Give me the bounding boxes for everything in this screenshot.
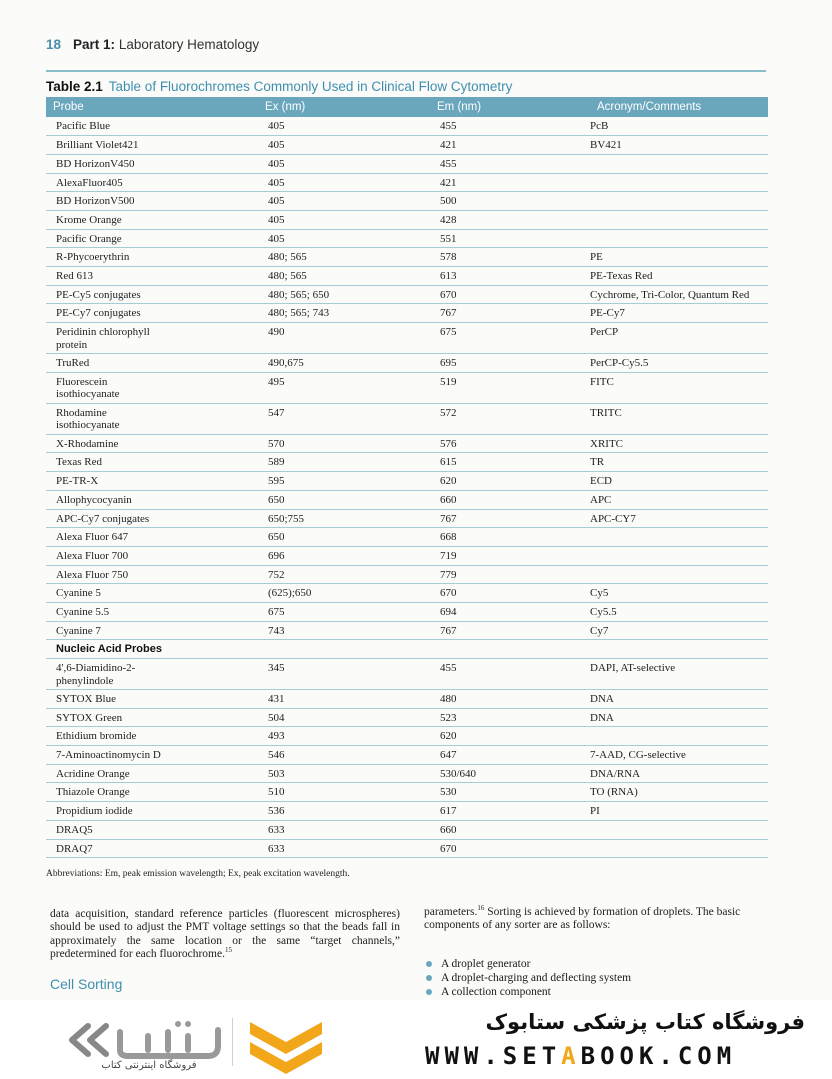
cell-ex: 633: [258, 820, 430, 839]
cell-em: 530/640: [430, 764, 590, 783]
cell-ex: 536: [258, 802, 430, 821]
logo-divider: [232, 1018, 233, 1066]
cell-em: 660: [430, 490, 590, 509]
probe-name-line2: isothiocyanate: [56, 388, 120, 401]
cell-ex: 595: [258, 472, 430, 491]
probe-name: 4',6-Diamidino-2-: [56, 662, 136, 674]
cell-probe: [46, 727, 258, 746]
cell-probe: [46, 528, 258, 547]
table-row: [46, 472, 768, 491]
cell-ex: 503: [258, 764, 430, 783]
table-row: [46, 453, 768, 472]
cell-ex: 405: [258, 154, 430, 173]
cell-probe: [46, 509, 258, 528]
cell-em: 455: [430, 154, 590, 173]
probe-name: Alexa Fluor 750: [56, 568, 129, 581]
probe-name: PE-Cy5 conjugates: [56, 288, 141, 301]
cell-ex: 480; 565; 650: [258, 285, 430, 304]
cell-em: 694: [430, 602, 590, 621]
probe-name-line2: isothiocyanate: [56, 419, 120, 432]
cell-probe: [46, 192, 258, 211]
cell-probe: [46, 764, 258, 783]
table-row: [46, 354, 768, 373]
cell-probe: [46, 708, 258, 727]
table-row: [46, 764, 768, 783]
table-row: [46, 173, 768, 192]
cell-em: 551: [430, 229, 590, 248]
cell-comments: [590, 210, 768, 229]
probe-name: 7-Aminoactinomycin D: [56, 749, 161, 762]
cell-em: 779: [430, 565, 590, 584]
cell-comments: Cy5: [590, 584, 768, 603]
cell-comments: TRITC: [590, 403, 768, 434]
cell-em: 670: [430, 839, 590, 858]
probe-name: BD HorizonV500: [56, 195, 135, 208]
cell-ex: 752: [258, 565, 430, 584]
table-row: [46, 192, 768, 211]
cell-ex: 405: [258, 173, 430, 192]
cell-comments: [590, 727, 768, 746]
url-part: OOK.COM: [600, 1042, 737, 1070]
cell-comments: PE: [590, 248, 768, 267]
cell-ex: (625);650: [258, 584, 430, 603]
table-row: [46, 267, 768, 286]
probe-name: PE-TR-X: [56, 475, 99, 488]
table-header-row: [46, 97, 768, 117]
cell-probe: [46, 690, 258, 709]
cell-ex: 650;755: [258, 509, 430, 528]
cell-probe: [46, 621, 258, 640]
probe-name: Fluorescein: [56, 375, 108, 388]
cell-em: 613: [430, 267, 590, 286]
probe-name-line2: protein: [56, 338, 88, 351]
cell-em: 421: [430, 136, 590, 155]
cell-em: 455: [430, 659, 590, 690]
cell-ex: 570: [258, 434, 430, 453]
cell-em: 617: [430, 802, 590, 821]
cell-em: 767: [430, 304, 590, 323]
cell-em: 421: [430, 173, 590, 192]
cell-probe: [46, 248, 258, 267]
cell-em: 620: [430, 727, 590, 746]
probe-name: Allophycocyanin: [56, 493, 132, 506]
probe-name: Red 613: [56, 270, 93, 282]
cell-ex: 633: [258, 839, 430, 858]
table-row: [46, 839, 768, 858]
column-header-probe: Probe: [46, 97, 258, 117]
cell-probe: [46, 136, 258, 155]
cell-comments: [590, 839, 768, 858]
probe-name: TruRed: [56, 357, 90, 370]
cell-em: 660: [430, 820, 590, 839]
cell-ex: 405: [258, 229, 430, 248]
reference-marker: 15: [224, 946, 232, 955]
probe-name: R-Phycoerythrin: [56, 251, 130, 264]
cell-probe: [46, 285, 258, 304]
probe-name: APC-Cy7 conjugates: [56, 512, 150, 525]
cell-em: 670: [430, 285, 590, 304]
cell-probe: [46, 565, 258, 584]
probe-name: Alexa Fluor 647: [56, 531, 129, 544]
cell-ex: 405: [258, 117, 430, 136]
probe-name: X-Rhodamine: [56, 437, 119, 450]
cell-comments: Cy7: [590, 621, 768, 640]
table-row: [46, 602, 768, 621]
table-section-row: [46, 640, 768, 659]
cell-em: 500: [430, 192, 590, 211]
cell-ex: 480; 565; 743: [258, 304, 430, 323]
cell-em: 572: [430, 403, 590, 434]
probe-name: Texas Red: [56, 456, 102, 469]
body-paragraph-left: [50, 908, 400, 961]
cell-comments: APC: [590, 490, 768, 509]
cell-comments: [590, 229, 768, 248]
running-head: [46, 37, 259, 52]
cell-probe: [46, 434, 258, 453]
cell-em: 519: [430, 372, 590, 403]
body-paragraph-right: [424, 906, 774, 933]
cell-comments: [590, 565, 768, 584]
table-number: Table 2.1: [46, 79, 103, 94]
cell-ex: 480; 565: [258, 248, 430, 267]
table-row: [46, 285, 768, 304]
cell-comments: PcB: [590, 117, 768, 136]
table-footnote: Abbreviations: Em, peak emission wavelength; Ex, peak excitation wavelength.: [46, 869, 350, 879]
table-row: [46, 727, 768, 746]
table-row: [46, 565, 768, 584]
cell-probe: [46, 490, 258, 509]
url-accent: A: [561, 1042, 581, 1070]
cell-probe: [46, 820, 258, 839]
cell-comments: XRITC: [590, 434, 768, 453]
table-row: [46, 621, 768, 640]
table-row: [46, 584, 768, 603]
cell-ex: 743: [258, 621, 430, 640]
chevron-logo-icon: [246, 1016, 326, 1074]
cell-em: 578: [430, 248, 590, 267]
probe-name: AlexaFluor405: [56, 176, 123, 189]
table-row: [46, 659, 768, 690]
cell-comments: [590, 154, 768, 173]
cell-comments: DNA: [590, 690, 768, 709]
cell-ex: 405: [258, 210, 430, 229]
url-part: B: [580, 1042, 601, 1070]
probe-name: PE-Cy7 conjugates: [56, 307, 141, 320]
cell-probe: [46, 546, 258, 565]
probe-name: Cyanine 5.5: [56, 605, 110, 618]
cell-em: 428: [430, 210, 590, 229]
fluorochrome-table: [46, 97, 768, 858]
probe-name: Krome Orange: [56, 213, 122, 226]
cell-em: 620: [430, 472, 590, 491]
cell-em: 767: [430, 621, 590, 640]
part-title: Laboratory Hematology: [118, 37, 260, 52]
probe-name: Alexa Fluor 700: [56, 549, 129, 562]
column-header-ex: Ex (nm): [258, 97, 430, 117]
cell-em: 647: [430, 746, 590, 765]
cell-ex: 650: [258, 528, 430, 547]
cell-ex: 480; 565: [258, 267, 430, 286]
table-row: [46, 229, 768, 248]
paragraph-text: Sorting is achieved by formation of droplets. The basic components of any sorter are as follows:: [424, 906, 741, 932]
table-row: [46, 248, 768, 267]
cell-em: 719: [430, 546, 590, 565]
cell-probe: [46, 173, 258, 192]
probe-name: Pacific Blue: [56, 120, 111, 132]
cell-em: 767: [430, 509, 590, 528]
cell-em: 576: [430, 434, 590, 453]
cell-comments: BV421: [590, 136, 768, 155]
cell-comments: 7-AAD, CG-selective: [590, 746, 768, 765]
table-row: [46, 154, 768, 173]
cell-ex: 405: [258, 136, 430, 155]
watermark-footer: [0, 1000, 832, 1079]
list-item: A droplet generator: [424, 957, 631, 971]
probe-name: Peridinin chlorophyll: [56, 326, 150, 339]
cell-em: 615: [430, 453, 590, 472]
cell-comments: Cychrome, Tri-Color, Quantum Red: [590, 285, 768, 304]
probe-name: SYTOX Blue: [56, 693, 116, 705]
cell-comments: APC-CY7: [590, 509, 768, 528]
cell-probe: [46, 602, 258, 621]
cell-ex: 405: [258, 192, 430, 211]
cell-em: 455: [430, 117, 590, 136]
cell-comments: [590, 546, 768, 565]
cell-probe: [46, 210, 258, 229]
cell-comments: DAPI, AT-selective: [590, 659, 768, 690]
cell-ex: 546: [258, 746, 430, 765]
cell-probe: [46, 304, 258, 323]
section-label: Nucleic Acid Probes: [46, 640, 768, 659]
table-row: [46, 802, 768, 821]
cell-probe: [46, 453, 258, 472]
probe-name: Cyanine 5: [56, 587, 101, 600]
table-row: [46, 783, 768, 802]
table-row: [46, 434, 768, 453]
table-row: [46, 708, 768, 727]
table-title: Table of Fluorochromes Commonly Used in Clinical Flow Cytometry: [108, 79, 513, 94]
cell-probe: [46, 154, 258, 173]
probe-name: Acridine Orange: [56, 767, 130, 780]
cell-ex: 345: [258, 659, 430, 690]
cell-probe: [46, 783, 258, 802]
cell-comments: PerCP-Cy5.5: [590, 354, 768, 373]
cell-ex: 504: [258, 708, 430, 727]
probe-name: Brilliant Violet421: [56, 139, 139, 152]
cell-probe: [46, 746, 258, 765]
cell-probe: [46, 267, 258, 286]
component-list: [424, 957, 631, 999]
cell-ex: 510: [258, 783, 430, 802]
probe-name: BD HorizonV450: [56, 157, 135, 170]
table-row: [46, 546, 768, 565]
shop-name: فروشگاه کتاب پزشکی ستابوک: [485, 1010, 805, 1034]
cell-probe: [46, 403, 258, 434]
table-row: [46, 746, 768, 765]
probe-name-line2: phenylindole: [56, 674, 114, 687]
table-row: [46, 323, 768, 354]
cell-comments: DNA/RNA: [590, 764, 768, 783]
column-header-comments: Acronym/Comments: [590, 97, 768, 117]
table-row: [46, 820, 768, 839]
cell-probe: [46, 372, 258, 403]
cell-comments: PerCP: [590, 323, 768, 354]
cell-probe: [46, 584, 258, 603]
probe-name: Pacific Orange: [56, 232, 122, 245]
cell-ex: 589: [258, 453, 430, 472]
probe-name: Thiazole Orange: [56, 786, 130, 799]
table-row: [46, 210, 768, 229]
probe-name: Ethidium bromide: [56, 730, 137, 743]
cell-probe: [46, 802, 258, 821]
cell-probe: [46, 323, 258, 354]
cell-em: 668: [430, 528, 590, 547]
cell-em: 670: [430, 584, 590, 603]
cell-em: 695: [430, 354, 590, 373]
cell-ex: 675: [258, 602, 430, 621]
cell-ex: 495: [258, 372, 430, 403]
cell-comments: [590, 820, 768, 839]
column-header-em: Em (nm): [430, 97, 590, 117]
cell-ex: 431: [258, 690, 430, 709]
list-item: A collection component: [424, 985, 631, 999]
page-number: 18: [46, 37, 62, 52]
url-part: WWW.SET: [425, 1042, 562, 1070]
probe-name: Cyanine 7: [56, 624, 101, 637]
table-row: [46, 403, 768, 434]
cell-ex: 493: [258, 727, 430, 746]
table-caption: [46, 79, 512, 94]
section-heading: Cell Sorting: [50, 976, 123, 992]
cell-comments: DNA: [590, 708, 768, 727]
top-rule: [46, 70, 766, 72]
cell-probe: [46, 839, 258, 858]
cell-probe: [46, 472, 258, 491]
cell-ex: 696: [258, 546, 430, 565]
probe-name: SYTOX Green: [56, 711, 123, 724]
cell-comments: FITC: [590, 372, 768, 403]
cell-ex: 490,675: [258, 354, 430, 373]
table-row: [46, 136, 768, 155]
cell-comments: Cy5.5: [590, 602, 768, 621]
probe-name: DRAQ5: [56, 823, 93, 836]
cell-ex: 490: [258, 323, 430, 354]
cell-probe: [46, 659, 258, 690]
table-row: [46, 690, 768, 709]
table-row: [46, 304, 768, 323]
probe-name: Propidium iodide: [56, 805, 133, 818]
cell-probe: [46, 354, 258, 373]
logo-caption: فروشگاه اینترنتی کتاب: [101, 1060, 197, 1071]
cell-comments: ECD: [590, 472, 768, 491]
list-item: A droplet-charging and deflecting system: [424, 971, 631, 985]
paragraph-text: data acquisition, standard reference particles (fluorescent microspheres) should be used to adjust the PMT voltage settings so that the beads fall in approximately the same location or the same “target channels,” predetermined for each fluorochrome.: [50, 908, 400, 960]
cell-em: 675: [430, 323, 590, 354]
table-row: [46, 490, 768, 509]
cell-comments: TR: [590, 453, 768, 472]
cell-probe: [46, 117, 258, 136]
table-row: [46, 509, 768, 528]
cell-ex: 650: [258, 490, 430, 509]
cell-comments: [590, 528, 768, 547]
table-row: [46, 528, 768, 547]
cell-comments: [590, 192, 768, 211]
cell-comments: [590, 173, 768, 192]
shop-url: [425, 1042, 736, 1070]
probe-name: DRAQ7: [56, 842, 93, 855]
cell-em: 480: [430, 690, 590, 709]
table-row: [46, 117, 768, 136]
cell-ex: 547: [258, 403, 430, 434]
cell-comments: PE-Cy7: [590, 304, 768, 323]
cell-em: 523: [430, 708, 590, 727]
paragraph-text: parameters.: [424, 906, 478, 918]
cell-comments: PI: [590, 802, 768, 821]
cell-em: 530: [430, 783, 590, 802]
cell-probe: [46, 229, 258, 248]
cell-comments: PE-Texas Red: [590, 267, 768, 286]
cell-comments: TO (RNA): [590, 783, 768, 802]
part-label: Part 1:: [73, 37, 116, 52]
table-row: [46, 372, 768, 403]
probe-name: Rhodamine: [56, 406, 107, 419]
reference-marker: 16: [477, 904, 485, 913]
table-body: [46, 117, 768, 858]
